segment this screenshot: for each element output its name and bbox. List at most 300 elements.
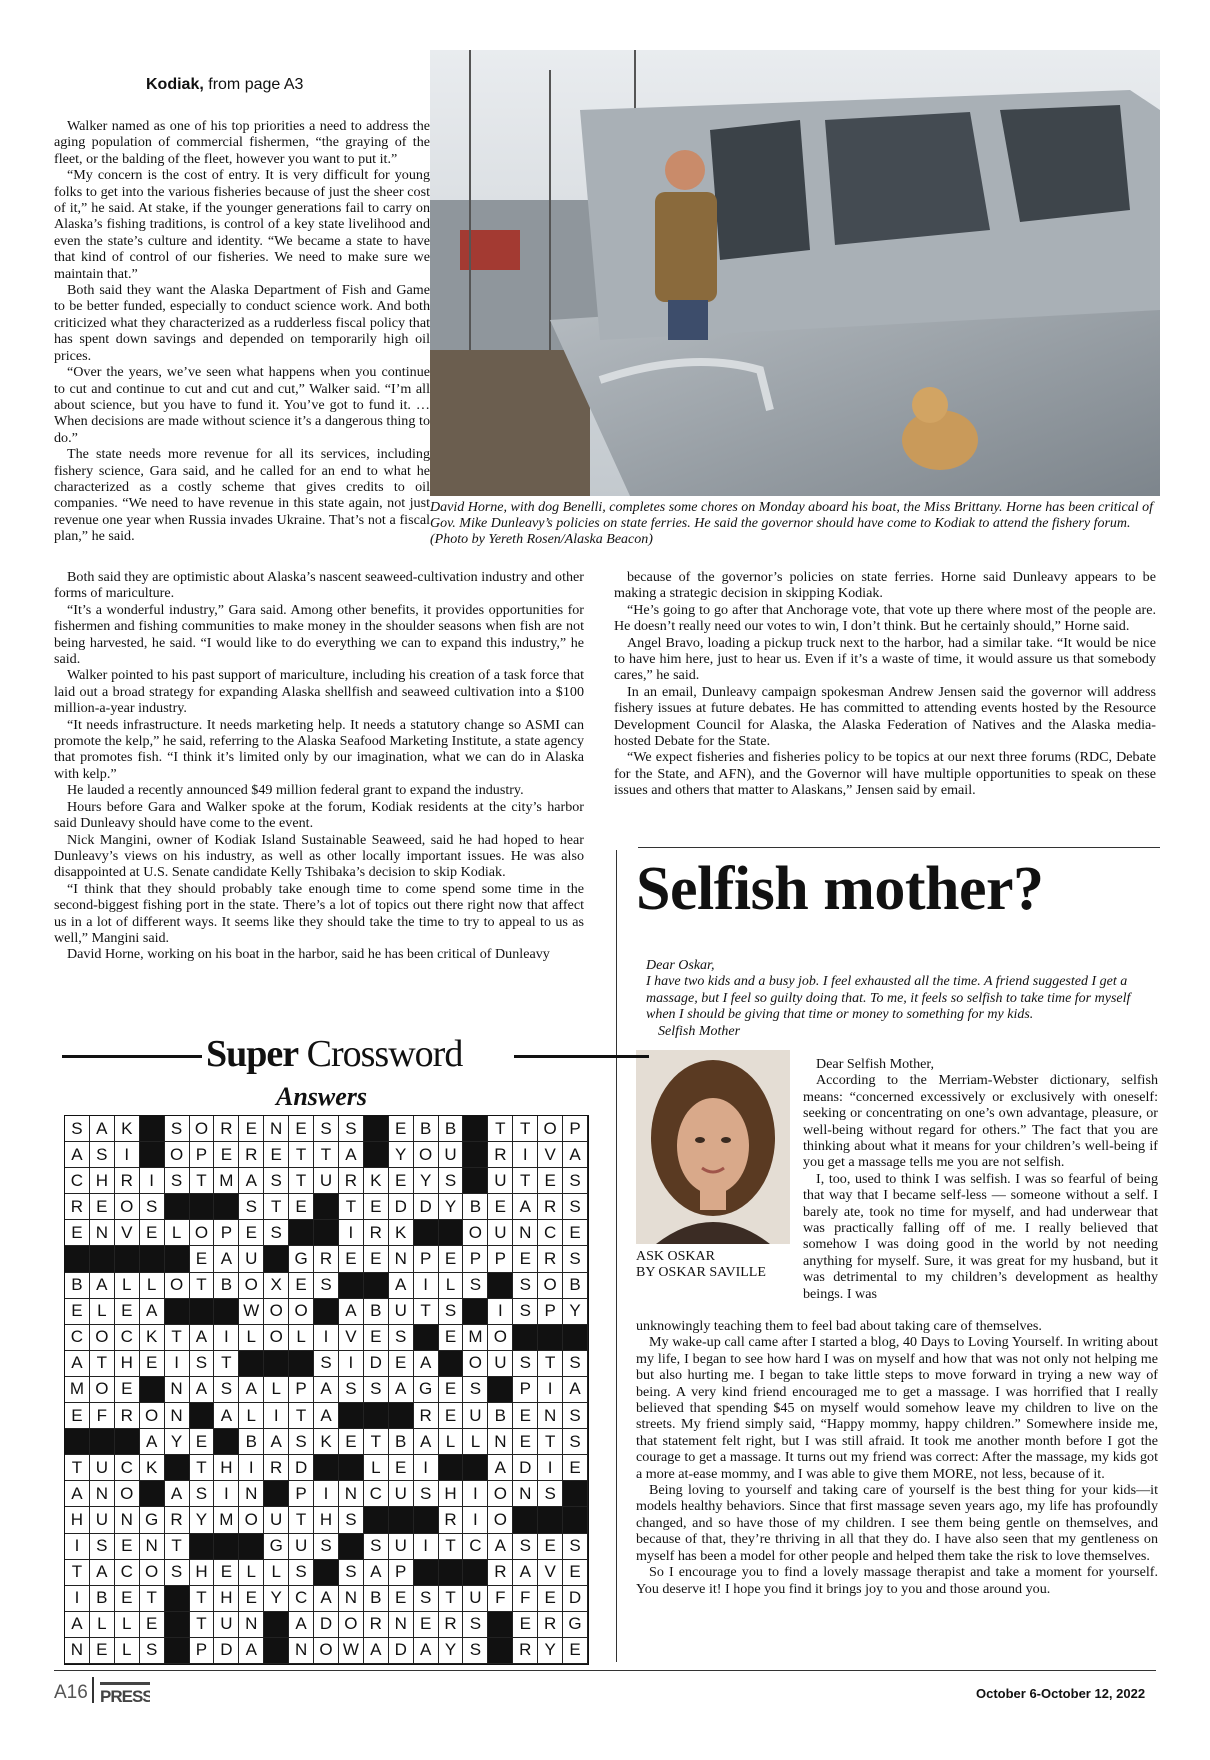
crossword-cell: M	[214, 1507, 239, 1533]
crossword-black-square	[165, 1194, 190, 1220]
crossword-black-square	[339, 1455, 364, 1481]
crossword-cell: E	[364, 1325, 389, 1351]
crossword-title-text	[206, 1032, 462, 1076]
crossword-cell: N	[239, 1481, 264, 1507]
crossword-cell: B	[239, 1429, 264, 1455]
crossword-black-square	[364, 1116, 389, 1142]
crossword-cell: S	[563, 1351, 588, 1377]
crossword-black-square	[364, 1403, 389, 1429]
crossword-cell: E	[563, 1220, 588, 1246]
crossword-cell: U	[264, 1507, 289, 1533]
kicker-jump: from page A3	[203, 76, 304, 93]
crossword-cell: E	[439, 1377, 464, 1403]
footer-rule	[54, 1670, 1156, 1671]
crossword-black-square	[389, 1403, 414, 1429]
crossword-cell: S	[439, 1168, 464, 1194]
crossword-cell: U	[488, 1168, 513, 1194]
crossword-cell: A	[214, 1403, 239, 1429]
crossword-cell: I	[538, 1455, 563, 1481]
crossword-cell: S	[389, 1325, 414, 1351]
crossword-cell: U	[488, 1220, 513, 1246]
article-paragraph: Walker named as one of his top priorities a need to address the aging population of commercial fishermen, “the graying of the fleet, or the balding of the fleet, however you want to put it.”	[54, 118, 430, 167]
crossword-black-square	[364, 1507, 389, 1533]
crossword-cell: S	[563, 1534, 588, 1560]
crossword-cell: E	[289, 1116, 314, 1142]
crossword-cell: S	[314, 1273, 339, 1299]
crossword-cell: T	[538, 1351, 563, 1377]
crossword-cell: A	[264, 1429, 289, 1455]
title-crossword: Crossword	[298, 1033, 463, 1075]
crossword-black-square	[165, 1246, 190, 1272]
article-kicker	[146, 76, 303, 94]
crossword-cell: R	[538, 1246, 563, 1272]
crossword-cell: S	[314, 1116, 339, 1142]
crossword-cell: O	[140, 1403, 165, 1429]
crossword-cell: T	[289, 1403, 314, 1429]
article-column-left	[54, 118, 430, 545]
crossword-cell: E	[239, 1220, 264, 1246]
crossword-cell: A	[65, 1142, 90, 1168]
crossword-cell: R	[115, 1403, 140, 1429]
crossword-cell: T	[314, 1142, 339, 1168]
crossword-cell: P	[289, 1377, 314, 1403]
crossword-cell: S	[563, 1168, 588, 1194]
article-paragraph: Nick Mangini, owner of Kodiak Island Sustainable Seaweed, said he had hoped to hear Dunleavy’s views on his industry, as well as other locally important issues. He was also disappointed at U.S. Senate candidate Kelly Tshibaka’s decision to skip Kodiak.	[54, 831, 584, 881]
crossword-cell: S	[264, 1220, 289, 1246]
crossword-black-square	[239, 1534, 264, 1560]
crossword-cell: A	[239, 1638, 264, 1664]
crossword-black-square	[140, 1116, 165, 1142]
column-divider	[616, 850, 617, 1662]
crossword-cell: E	[389, 1116, 414, 1142]
crossword-cell: E	[563, 1560, 588, 1586]
crossword-cell: P	[563, 1116, 588, 1142]
crossword-cell: A	[389, 1273, 414, 1299]
crossword-cell: M	[463, 1325, 488, 1351]
crossword-cell: P	[538, 1299, 563, 1325]
reply-paragraph: My wake-up call came after I started a blog, 40 Days to Loving Yourself. In writing about my life, I began to see how hard I was on myself and how that was not only not helping me but also hurting me. I began to take little steps to move forward in trying a new way of being. A very kind friend encouraged me to get a massage. I was horrified that I really believed that spending $45 on myself would somehow leave my children to live on the streets. My friend simply said, “Happy mommy, happy children.” Somewhere inside me, that statement felt right, but I was still afraid. It took me another month before I got the courage to get a massage. It turns out my friend was correct: After the massage, my kids got a more at-ease mommy, and I was able to give them MORE, not less, because of it.	[636, 1334, 1158, 1482]
crossword-cell: A	[239, 1168, 264, 1194]
article-paragraph: Hours before Gara and Walker spoke at the forum, Kodiak residents at the city’s harbor said Dunleavy should have come to the event.	[54, 798, 584, 832]
crossword-cell: O	[115, 1194, 140, 1220]
crossword-cell: O	[414, 1142, 439, 1168]
crossword-cell: Y	[538, 1638, 563, 1664]
crossword-cell: G	[563, 1612, 588, 1638]
crossword-cell: E	[488, 1194, 513, 1220]
crossword-black-square	[190, 1194, 215, 1220]
crossword-black-square	[488, 1273, 513, 1299]
crossword-cell: R	[115, 1168, 140, 1194]
crossword-cell: S	[563, 1403, 588, 1429]
reply-paragraph: I, too, used to think I was selfish. I was so fearful of being that way that I became self-less — someone without a self. I barely ate, took no time for myself, and had underwear that was practically falling off of me. I really believed that somehow I was doing good in the world by not needing anything for myself. Sure, it was great for my husband, but it was detrimental to my children’s development as healthy beings. I was	[803, 1170, 1158, 1302]
crossword-cell: I	[140, 1168, 165, 1194]
crossword-cell: G	[414, 1377, 439, 1403]
crossword-cell: R	[264, 1455, 289, 1481]
crossword-cell: E	[90, 1638, 115, 1664]
crossword-cell: A	[488, 1455, 513, 1481]
crossword-cell: L	[239, 1325, 264, 1351]
crossword-cell: E	[65, 1220, 90, 1246]
crossword-cell: L	[140, 1273, 165, 1299]
press-logo	[100, 1680, 150, 1709]
crossword-cell: E	[190, 1429, 215, 1455]
crossword-cell: R	[488, 1142, 513, 1168]
title-super: Super	[206, 1033, 299, 1075]
article-paragraph: In an email, Dunleavy campaign spokesman Andrew Jensen said the governor will address fishery issues at future debates. He has committed to attending events hosted by the Resource Development Council for Alaska, the Alaska Federation of Natives and the Alaska media-hosted Debate for the State.	[614, 683, 1156, 750]
crossword-black-square	[563, 1325, 588, 1351]
crossword-cell: S	[214, 1377, 239, 1403]
crossword-cell: I	[264, 1403, 289, 1429]
crossword-cell: E	[115, 1586, 140, 1612]
crossword-cell: I	[214, 1325, 239, 1351]
crossword-cell: U	[463, 1403, 488, 1429]
crossword-cell: O	[90, 1377, 115, 1403]
crossword-cell: U	[389, 1299, 414, 1325]
crossword-cell: E	[439, 1403, 464, 1429]
crossword-cell: N	[115, 1507, 140, 1533]
crossword-black-square	[165, 1299, 190, 1325]
crossword-cell: I	[513, 1142, 538, 1168]
crossword-cell: B	[65, 1273, 90, 1299]
crossword-cell: A	[513, 1560, 538, 1586]
crossword-cell: T	[214, 1351, 239, 1377]
crossword-cell: Y	[439, 1194, 464, 1220]
crossword-black-square	[90, 1429, 115, 1455]
crossword-black-square	[214, 1299, 239, 1325]
crossword-cell: S	[463, 1612, 488, 1638]
crossword-cell: N	[488, 1429, 513, 1455]
crossword-cell: O	[289, 1299, 314, 1325]
crossword-cell: P	[414, 1246, 439, 1272]
crossword-black-square	[563, 1481, 588, 1507]
crossword-cell: T	[513, 1116, 538, 1142]
crossword-cell: I	[65, 1534, 90, 1560]
crossword-cell: T	[289, 1168, 314, 1194]
crossword-cell: A	[488, 1534, 513, 1560]
crossword-cell: H	[214, 1455, 239, 1481]
article-paragraph: “He’s going to go after that Anchorage vote, that vote up there where most of the people are. He doesn’t really need our votes to win, I don’t think. But he certainly should,” Horne said.	[614, 601, 1156, 635]
article-paragraph: Both said they want the Alaska Department of Fish and Game to be better funded, especially to conduct science work. And both criticized what they characterized as a rudderless fiscal policy that has spent down savings and depended on temporarily high oil prices.	[54, 282, 430, 364]
crossword-cell: O	[538, 1273, 563, 1299]
crossword-cell: L	[115, 1612, 140, 1638]
crossword-cell: T	[165, 1325, 190, 1351]
crossword-cell: T	[165, 1534, 190, 1560]
crossword-cell: T	[339, 1194, 364, 1220]
crossword-cell: N	[264, 1116, 289, 1142]
crossword-title	[62, 1032, 589, 1076]
svg-text:PRESS: PRESS	[100, 1687, 150, 1704]
crossword-cell: S	[538, 1481, 563, 1507]
crossword-cell: N	[165, 1403, 190, 1429]
crossword-cell: A	[190, 1325, 215, 1351]
reply-paragraph: According to the Merriam-Webster dictionary, selfish means: “concerned excessively or exclusively with oneself: seeking or concentrating on one’s own advantage, pleasure, or well-being without regard for others.” The fact that you are thinking about what it means for your children’s well-being if you get a massage tells me you are not selfish.	[803, 1072, 1158, 1171]
crossword-cell: C	[289, 1586, 314, 1612]
crossword-black-square	[414, 1507, 439, 1533]
crossword-cell: I	[115, 1142, 140, 1168]
crossword-cell: I	[488, 1299, 513, 1325]
crossword-cell: I	[239, 1455, 264, 1481]
crossword-black-square	[115, 1429, 140, 1455]
crossword-cell: I	[339, 1220, 364, 1246]
crossword-cell: Y	[414, 1168, 439, 1194]
crossword-cell: P	[190, 1142, 215, 1168]
footer-separator	[92, 1677, 94, 1703]
crossword-cell: I	[339, 1351, 364, 1377]
crossword-cell: T	[414, 1299, 439, 1325]
crossword-cell: T	[65, 1560, 90, 1586]
crossword-cell: U	[439, 1142, 464, 1168]
crossword-black-square	[538, 1325, 563, 1351]
crossword-black-square	[140, 1142, 165, 1168]
article-paragraph: Walker pointed to his past support of mariculture, including his creation of a task force that laid out a broad strategy for expanding Alaska shellfish and seaweed cultivation into a $100 million-a-year industry.	[54, 667, 584, 717]
crossword-cell: S	[140, 1194, 165, 1220]
article-column-wide	[54, 569, 584, 963]
crossword-cell: R	[239, 1142, 264, 1168]
crossword-cell: E	[339, 1429, 364, 1455]
crossword-black-square	[289, 1351, 314, 1377]
crossword-cell: L	[289, 1325, 314, 1351]
article-paragraph: David Horne, working on his boat in the harbor, said he has been critical of Dunleavy	[67, 946, 550, 963]
crossword-cell: E	[439, 1246, 464, 1272]
crossword-cell: O	[488, 1481, 513, 1507]
crossword-cell: S	[90, 1142, 115, 1168]
crossword-cell: E	[239, 1586, 264, 1612]
crossword-black-square	[239, 1351, 264, 1377]
crossword-black-square	[190, 1299, 215, 1325]
crossword-cell: O	[264, 1299, 289, 1325]
crossword-black-square	[439, 1351, 464, 1377]
crossword-cell: S	[165, 1560, 190, 1586]
crossword-cell: R	[165, 1507, 190, 1533]
crossword-cell: U	[463, 1586, 488, 1612]
crossword-black-square	[339, 1403, 364, 1429]
crossword-cell: W	[239, 1299, 264, 1325]
reply-paragraph: unknowingly teaching them to feel bad about taking care of themselves.	[636, 1318, 1042, 1334]
article-paragraph: because of the governor’s policies on state ferries. Horne said Dunleavy appears to be making a strategic decision in skipping Kodiak.	[614, 569, 1156, 602]
crossword-cell: S	[513, 1534, 538, 1560]
crossword-cell: E	[115, 1299, 140, 1325]
crossword-cell: H	[65, 1507, 90, 1533]
crossword-cell: S	[513, 1273, 538, 1299]
crossword-cell: L	[90, 1299, 115, 1325]
crossword-cell: A	[140, 1299, 165, 1325]
crossword-cell: I	[65, 1586, 90, 1612]
reply-paragraph: So I encourage you to find a lovely massage therapist and take a moment for yourself. You deserve it! I hope you find it brings joy to you and those around you.	[636, 1564, 1158, 1597]
crossword-cell: S	[90, 1534, 115, 1560]
crossword-cell: U	[90, 1507, 115, 1533]
crossword-cell: L	[239, 1560, 264, 1586]
crossword-cell: C	[463, 1534, 488, 1560]
crossword-cell: E	[364, 1246, 389, 1272]
crossword-cell: E	[289, 1194, 314, 1220]
crossword-cell: L	[90, 1612, 115, 1638]
crossword-cell: T	[190, 1586, 215, 1612]
crossword-cell: I	[414, 1273, 439, 1299]
crossword-cell: L	[463, 1429, 488, 1455]
crossword-cell: B	[439, 1116, 464, 1142]
crossword-cell: K	[115, 1116, 140, 1142]
crossword-cell: A	[414, 1429, 439, 1455]
crossword-cell: T	[289, 1142, 314, 1168]
crossword-cell: D	[364, 1351, 389, 1377]
crossword-cell: A	[364, 1638, 389, 1664]
crossword-cell: D	[414, 1194, 439, 1220]
crossword-cell: O	[165, 1273, 190, 1299]
crossword-cell: L	[165, 1220, 190, 1246]
crossword-cell: E	[190, 1246, 215, 1272]
crossword-cell: R	[439, 1612, 464, 1638]
crossword-cell: C	[364, 1481, 389, 1507]
advice-headline: Selfish mother?	[636, 855, 1044, 923]
crossword-cell: T	[190, 1273, 215, 1299]
crossword-black-square	[165, 1612, 190, 1638]
crossword-cell: T	[488, 1116, 513, 1142]
crossword-cell: T	[90, 1351, 115, 1377]
crossword-cell: E	[513, 1612, 538, 1638]
crossword-cell: S	[563, 1246, 588, 1272]
crossword-cell: Y	[439, 1638, 464, 1664]
crossword-cell: S	[165, 1168, 190, 1194]
crossword-cell: Y	[563, 1299, 588, 1325]
crossword-black-square	[439, 1455, 464, 1481]
crossword-black-square	[214, 1194, 239, 1220]
crossword-cell: A	[364, 1560, 389, 1586]
crossword-cell: T	[140, 1586, 165, 1612]
crossword-cell: G	[140, 1507, 165, 1533]
crossword-cell: S	[463, 1273, 488, 1299]
crossword-cell: A	[513, 1194, 538, 1220]
crossword-cell: T	[289, 1507, 314, 1533]
crossword-black-square	[538, 1507, 563, 1533]
article-paragraph: “Over the years, we’ve seen what happens when you continue to cut and continue to cut and cut and cut,” Walker said. “I’m all about science, but you have to fund it. You’ve got to fund it. … When decisions are made without science it’s a dangerous thing to do.”	[54, 364, 430, 446]
crossword-cell: C	[65, 1168, 90, 1194]
crossword-cell: C	[115, 1560, 140, 1586]
crossword-cell: O	[115, 1481, 140, 1507]
crossword-cell: S	[414, 1586, 439, 1612]
crossword-cell: R	[414, 1403, 439, 1429]
crossword-cell: S	[439, 1299, 464, 1325]
crossword-cell: S	[463, 1638, 488, 1664]
crossword-cell: B	[463, 1194, 488, 1220]
crossword-cell: E	[140, 1612, 165, 1638]
crossword-black-square	[463, 1560, 488, 1586]
crossword-black-square	[488, 1638, 513, 1664]
crossword-black-square	[264, 1638, 289, 1664]
crossword-cell: H	[314, 1507, 339, 1533]
crossword-grid	[64, 1115, 589, 1665]
crossword-cell: L	[115, 1273, 140, 1299]
crossword-cell: E	[389, 1586, 414, 1612]
article-column-right	[614, 569, 1156, 799]
crossword-cell: O	[463, 1351, 488, 1377]
crossword-cell: A	[314, 1586, 339, 1612]
crossword-cell: V	[115, 1220, 140, 1246]
columnist-portrait-image	[636, 1050, 790, 1244]
crossword-cell: G	[264, 1534, 289, 1560]
crossword-cell: L	[264, 1377, 289, 1403]
crossword-cell: U	[389, 1481, 414, 1507]
crossword-cell: I	[314, 1325, 339, 1351]
crossword-cell: R	[538, 1194, 563, 1220]
crossword-black-square	[140, 1377, 165, 1403]
crossword-cell: M	[214, 1168, 239, 1194]
crossword-black-square	[289, 1220, 314, 1246]
crossword-cell: O	[239, 1273, 264, 1299]
crossword-cell: S	[289, 1560, 314, 1586]
crossword-cell: I	[463, 1507, 488, 1533]
crossword-cell: A	[90, 1273, 115, 1299]
crossword-cell: E	[65, 1403, 90, 1429]
crossword-cell: A	[314, 1403, 339, 1429]
crossword-cell: A	[165, 1481, 190, 1507]
crossword-cell: R	[513, 1638, 538, 1664]
crossword-cell: N	[389, 1246, 414, 1272]
crossword-cell: U	[239, 1246, 264, 1272]
crossword-cell: D	[513, 1455, 538, 1481]
crossword-cell: K	[364, 1168, 389, 1194]
crossword-cell: A	[563, 1142, 588, 1168]
crossword-cell: U	[488, 1351, 513, 1377]
crossword-cell: P	[488, 1246, 513, 1272]
crossword-cell: C	[115, 1455, 140, 1481]
crossword-cell: L	[439, 1429, 464, 1455]
crossword-cell: G	[289, 1246, 314, 1272]
crossword-cell: E	[239, 1116, 264, 1142]
advice-reply-top	[803, 1056, 1158, 1302]
crossword-cell: H	[190, 1560, 215, 1586]
crossword-cell: B	[90, 1586, 115, 1612]
crossword-cell: S	[563, 1194, 588, 1220]
crossword-cell: A	[563, 1377, 588, 1403]
crossword-cell: U	[389, 1534, 414, 1560]
crossword-cell: A	[339, 1299, 364, 1325]
crossword-cell: O	[314, 1638, 339, 1664]
crossword-cell: O	[190, 1220, 215, 1246]
crossword-black-square	[414, 1220, 439, 1246]
crossword-cell: R	[214, 1116, 239, 1142]
crossword-cell: E	[140, 1220, 165, 1246]
crossword-cell: E	[140, 1351, 165, 1377]
boat-photo-illustration	[430, 50, 1160, 496]
crossword-cell: E	[289, 1273, 314, 1299]
crossword-cell: R	[488, 1560, 513, 1586]
crossword-cell: K	[140, 1455, 165, 1481]
crossword-cell: P	[289, 1481, 314, 1507]
crossword-cell: S	[364, 1377, 389, 1403]
crossword-cell: E	[414, 1612, 439, 1638]
page-number: A16	[54, 1682, 88, 1703]
crossword-cell: T	[364, 1429, 389, 1455]
crossword-black-square	[389, 1507, 414, 1533]
crossword-cell: E	[563, 1455, 588, 1481]
crossword-cell: V	[339, 1325, 364, 1351]
crossword-black-square	[439, 1560, 464, 1586]
photo-caption: David Horne, with dog Benelli, completes some chores on Monday aboard his boat, the Miss Brittany. Horne has been critical of Gov. Mike Dunleavy’s policies on state ferries. He said the governor should have come to Kodiak to attend the fishery forum. (Photo by Yereth Rosen/Alaska Beacon)	[430, 500, 1153, 547]
crossword-cell: O	[463, 1220, 488, 1246]
crossword-cell: A	[90, 1116, 115, 1142]
crossword-cell: E	[538, 1168, 563, 1194]
crossword-cell: N	[339, 1586, 364, 1612]
crossword-cell: S	[239, 1194, 264, 1220]
crossword-cell: A	[90, 1560, 115, 1586]
issue-date: October 6-October 12, 2022	[976, 1686, 1146, 1701]
crossword-cell: S	[140, 1638, 165, 1664]
crossword-black-square	[214, 1534, 239, 1560]
crossword-cell: O	[90, 1325, 115, 1351]
crossword-cell: P	[513, 1377, 538, 1403]
crossword-cell: B	[563, 1273, 588, 1299]
crossword-cell: E	[115, 1377, 140, 1403]
